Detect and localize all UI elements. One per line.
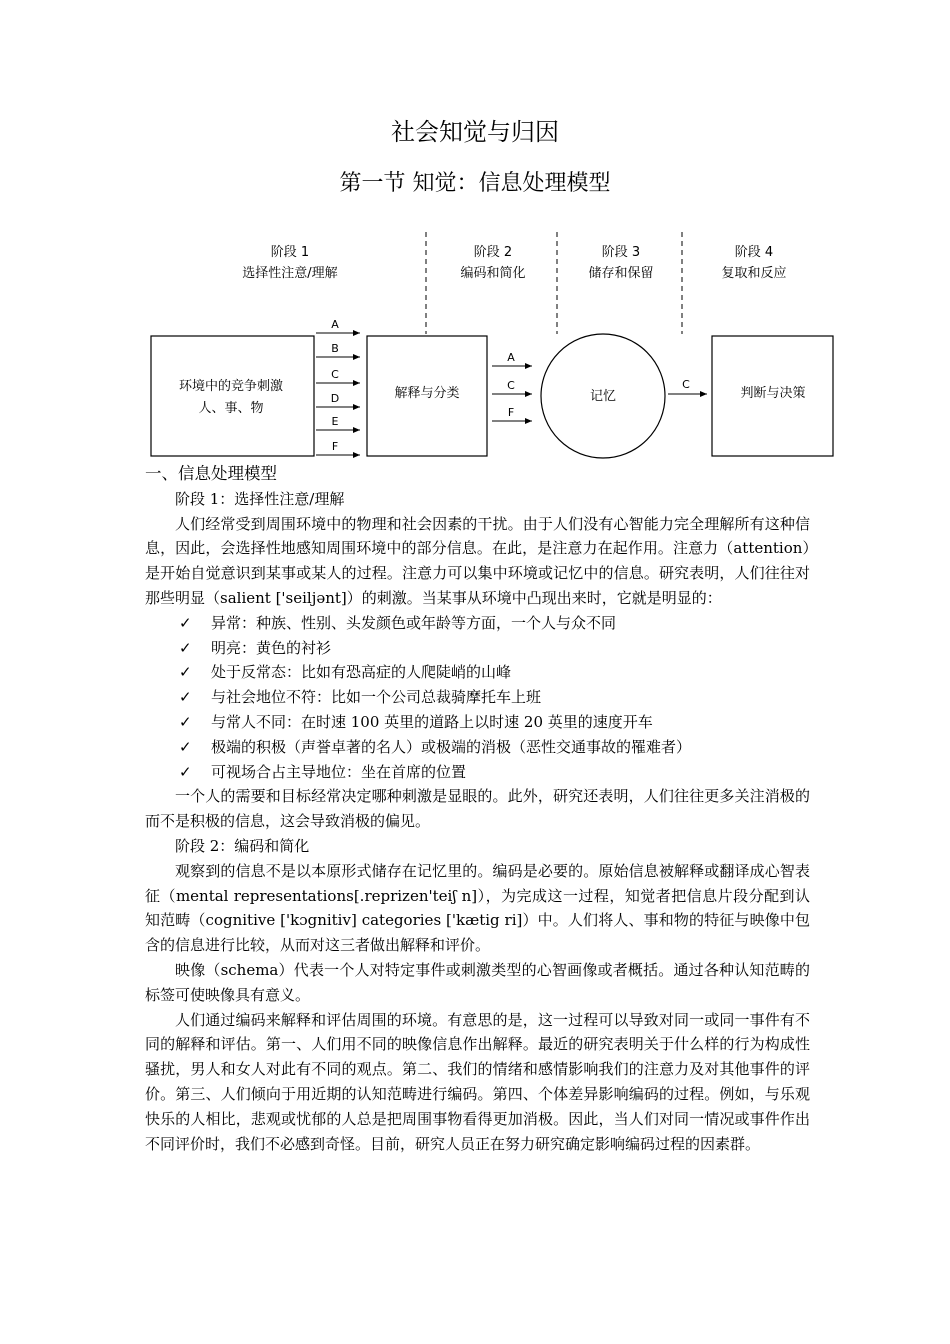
environment-box-line1: 环境中的竞争刺激 <box>178 379 284 394</box>
list-item <box>145 660 810 685</box>
arrow-label: C <box>331 368 339 381</box>
stage-1-desc: 选择性注意/理解 <box>242 266 338 281</box>
check-icon: ✓ <box>179 688 192 707</box>
paragraph: 人们通过编码来解释和评估周围的环境。有意思的是，这一过程可以导致对同一或同一事件有不同的解释和评估。第一、人们用不同的映像信息作出解释。最近的研究表明关于什么样的行为构成性骚扰，男人和女人对此有不同的观点。第二、我们的情绪和感情影响我们的注意力及对其他事件的评价。第三、人们倾向于用近期的认知范畴进行编码。第四、个体差异影响编码的过程。例如，与乐观快乐的人相比，悲观或忧郁的人总是把周围事物看得更加消极。因此，当人们对同一情况或事件作出不同评价时，我们不必感到奇怪。目前，研究人员正在努力研究确定影响编码过程的因素群。 <box>145 1010 810 1153</box>
list-item-text: 极端的积极（声誉卓著的名人）或极端的消极（恶性交通事故的罹难者） <box>211 737 692 756</box>
check-icon: ✓ <box>179 638 192 657</box>
arrow-label: F <box>507 406 515 419</box>
stage-4-desc: 复取和反应 <box>721 266 787 281</box>
stage-1-label: 阶段 1 <box>270 245 310 260</box>
arrow-label: C <box>682 378 690 391</box>
stage-3-desc: 储存和保留 <box>588 266 654 281</box>
list-item-text: 明亮：黄色的衬衫 <box>211 638 332 657</box>
arrow-group-2 <box>492 351 532 421</box>
interpret-box-label: 解释与分类 <box>394 386 460 401</box>
check-icon: ✓ <box>179 762 192 781</box>
arrow-label: A <box>507 351 515 364</box>
arrow-group-1 <box>316 318 360 455</box>
stage-2-desc: 编码和简化 <box>460 266 526 281</box>
check-icon: ✓ <box>179 712 192 731</box>
stage-2-label: 阶段 2 <box>473 245 513 260</box>
list-item-text: 异常：种族、性别、头发颜色或年龄等方面，一个人与众不同 <box>211 613 617 632</box>
arrow-label: C <box>507 379 515 392</box>
section-heading: 一、信息处理模型 <box>145 464 277 483</box>
check-icon: ✓ <box>179 613 192 632</box>
list-item <box>145 710 810 735</box>
judgment-box-label: 判断与决策 <box>740 386 806 401</box>
check-icon: ✓ <box>179 737 192 756</box>
page-title: 社会知觉与归因 <box>391 118 559 146</box>
process-diagram <box>0 0 950 470</box>
arrow-label: D <box>330 392 340 405</box>
salience-list <box>145 611 810 785</box>
list-item-text: 可视场合占主导地位：坐在首席的位置 <box>211 762 467 781</box>
memory-label: 记忆 <box>589 389 617 404</box>
stage-3-label: 阶段 3 <box>601 245 641 260</box>
stage2-heading: 阶段 2：编码和简化 <box>175 836 310 855</box>
stage-4-label: 阶段 4 <box>734 245 774 260</box>
list-item-text: 与社会地位不符：比如一个公司总裁骑摩托车上班 <box>211 688 542 707</box>
arrow-label: E <box>331 415 339 428</box>
list-item-text: 与常人不同：在时速 100 英里的道路上以时速 20 英里的速度开车 <box>211 712 653 731</box>
paragraph: 映像（schema）代表一个人对特定事件或刺激类型的心智画像或者概括。通过各种认知范畴的标签可使映像具有意义。 <box>145 960 810 1004</box>
arrow-label: B <box>331 342 339 355</box>
list-item <box>145 611 810 636</box>
paragraph: 一个人的需要和目标经常决定哪种刺激是显眼的。此外，研究还表明，人们往往更多关注消极的而不是积极的信息，这会导致消极的偏见。 <box>145 787 810 831</box>
list-item <box>145 685 810 710</box>
paragraph: 观察到的信息不是以本原形式储存在记忆里的。编码是必要的。原始信息被解释或翻译成心智表征（mental representations[.reprizen'teiʃ n]），为完成这一过程，知觉者把信息片段分配到认知范畴（cognitive ['kɔgnitiv] categories ['kætig ri]）中。人们将人、事和物的特征与映像中包含的信息进行比较，从而对这三者做出解释和评价。 <box>145 861 810 955</box>
list-item <box>145 735 810 760</box>
list-item <box>145 760 810 785</box>
arrow-label: F <box>331 440 339 453</box>
paragraph: 人们经常受到周围环境中的物理和社会因素的干扰。由于人们没有心智能力完全理解所有这种信息，因此，会选择性地感知周围环境中的部分信息。在此，是注意力在起作用。注意力（attention）是开始自觉意识到某事或某人的过程。注意力可以集中环境或记忆中的信息。研究表明，人们往往对那些明显（salient ['seiljənt]）的刺激。当某事从环境中凸现出来时，它就是明显的： <box>145 514 810 607</box>
section-title: 第一节 知觉：信息处理模型 <box>339 171 611 196</box>
document-body <box>145 462 810 1156</box>
arrow-label: A <box>331 318 339 331</box>
list-item-text: 处于反常态：比如有恐高症的人爬陡峭的山峰 <box>211 663 512 682</box>
environment-box-line2: 人、事、物 <box>198 401 264 416</box>
environment-box <box>151 336 314 456</box>
stage-labels <box>242 245 786 281</box>
stage1-heading: 阶段 1：选择性注意/理解 <box>175 489 345 508</box>
list-item <box>145 636 810 661</box>
check-icon: ✓ <box>179 663 192 682</box>
